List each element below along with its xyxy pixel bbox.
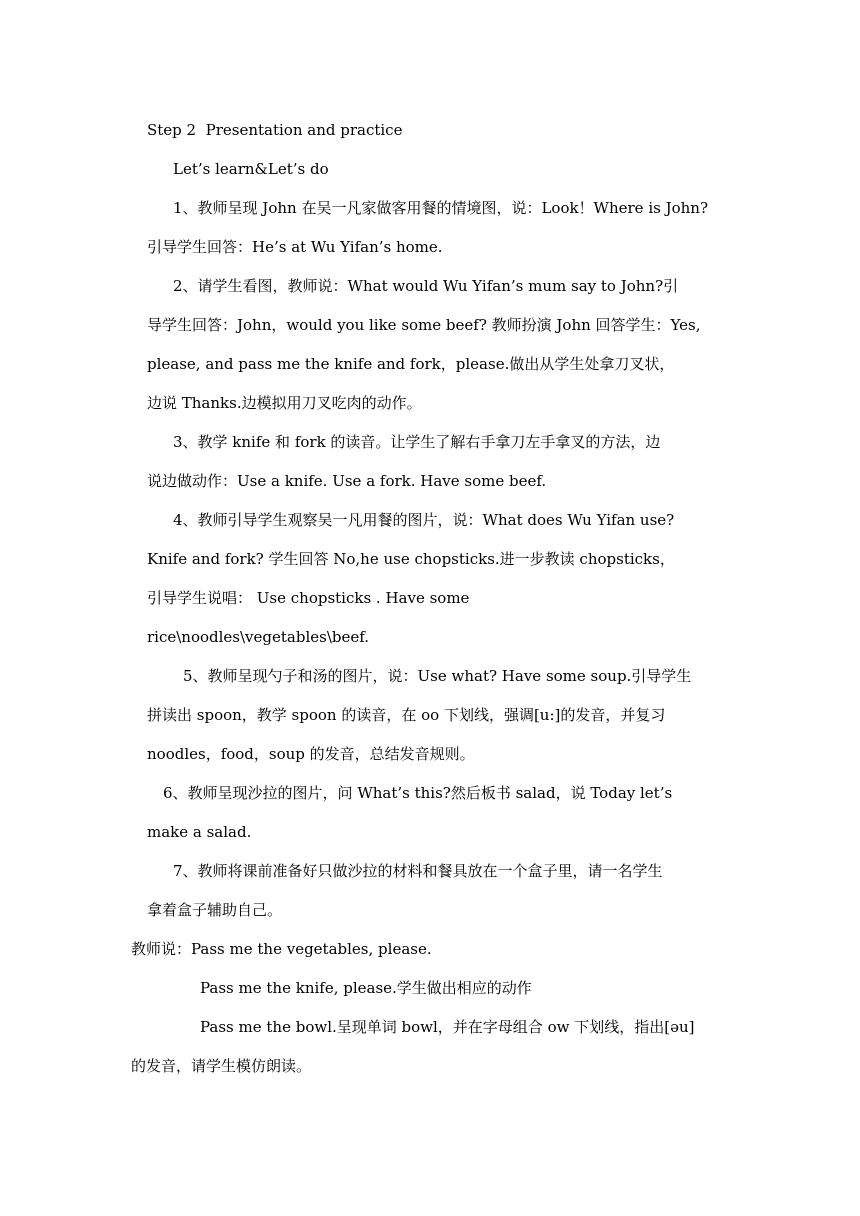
paragraph-line: 引导学生说唱： Use chopsticks . Have some [147, 589, 470, 607]
step-heading: Step 2 Presentation and practice [147, 121, 403, 139]
paragraph-line: 边说 Thanks.边模拟用刀叉吃肉的动作。 [147, 394, 422, 412]
paragraph-line: noodles，food，soup 的发音，总结发音规则。 [147, 745, 475, 763]
paragraph-line: 拿着盒子辅助自己。 [147, 901, 283, 919]
paragraph-line: 6、教师呈现沙拉的图片，问 What’s this?然后板书 salad，说 Today let’s [163, 784, 673, 802]
paragraph-line: Knife and fork? 学生回答 No,he use chopsticks.进一步教读 chopsticks， [147, 550, 675, 568]
paragraph-line: Pass me the knife, please.学生做出相应的动作 [200, 979, 532, 997]
paragraph-line: rice\noodles\vegetables\beef. [147, 628, 370, 646]
paragraph-line: Pass me the bowl.呈现单词 bowl，并在字母组合 ow 下划线，指出[əu] [200, 1018, 695, 1036]
paragraph-line: 1、教师呈现 John 在吴一凡家做客用餐的情境图，说：Look！Where is John? [173, 199, 708, 217]
paragraph-line: 引导学生回答：He’s at Wu Yifan’s home. [147, 238, 443, 256]
paragraph-line: 的发音，请学生模仿朗读。 [131, 1057, 312, 1075]
paragraph-line: 5、教师呈现勺子和汤的图片，说：Use what? Have some soup.引导学生 [183, 667, 692, 685]
section-subheading: Let’s learn&Let’s do [173, 160, 329, 178]
paragraph-line: please, and pass me the knife and fork，please.做出从学生处拿刀叉状， [147, 355, 675, 373]
paragraph-line: 说边做动作：Use a knife. Use a fork. Have some beef. [147, 472, 547, 490]
paragraph-line: 导学生回答：John，would you like some beef? 教师扮演 John 回答学生：Yes, [147, 316, 701, 334]
paragraph-line: 3、教学 knife 和 fork 的读音。让学生了解右手拿刀左手拿叉的方法，边 [173, 433, 661, 451]
paragraph-line: 教师说：Pass me the vegetables, please. [131, 940, 432, 958]
paragraph-line: 7、教师将课前准备好只做沙拉的材料和餐具放在一个盒子里，请一名学生 [173, 862, 663, 880]
paragraph-line: 2、请学生看图，教师说：What would Wu Yifan’s mum say to John?引 [173, 277, 679, 295]
paragraph-line: 拼读出 spoon，教学 spoon 的读音，在 oo 下划线，强调[u:]的发音，并复习 [147, 706, 666, 724]
paragraph-line: make a salad. [147, 823, 252, 841]
paragraph-line: 4、教师引导学生观察吴一凡用餐的图片，说：What does Wu Yifan use? [173, 511, 675, 529]
